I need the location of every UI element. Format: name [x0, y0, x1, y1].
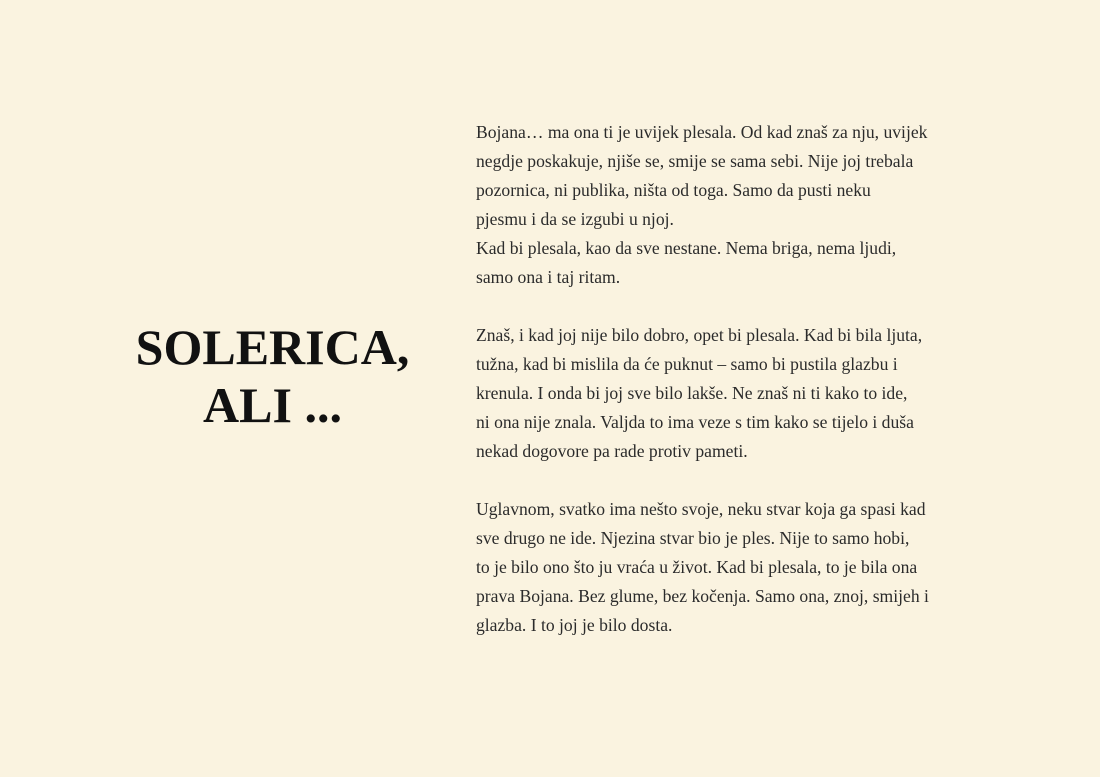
title-line-2: ALI ...	[203, 377, 342, 433]
text-line: prava Bojana. Bez glume, bez kočenja. Samo ona, znoj, smijeh i	[476, 586, 929, 606]
text-line: nekad dogovore pa rade protiv pameti.	[476, 441, 748, 461]
paragraph-3	[476, 495, 1046, 640]
text-line: sve drugo ne ide. Njezina stvar bio je ples. Nije to samo hobi,	[476, 528, 910, 548]
text-line: pozornica, ni publika, ništa od toga. Samo da pusti neku	[476, 180, 871, 200]
body-text	[476, 118, 1046, 640]
text-line: negdje poskakuje, njiše se, smije se sama sebi. Nije joj trebala	[476, 151, 914, 171]
text-line: Znaš, i kad joj nije bilo dobro, opet bi plesala. Kad bi bila ljuta,	[476, 325, 923, 345]
text-line: pjesmu i da se izgubi u njoj.	[476, 209, 674, 229]
text-line: ni ona nije znala. Valjda to ima veze s tim kako se tijelo i duša	[476, 412, 914, 432]
text-line: to je bilo ono što ju vraća u život. Kad bi plesala, to je bila ona	[476, 557, 918, 577]
text-line: krenula. I onda bi joj sve bilo lakše. Ne znaš ni ti kako to ide,	[476, 383, 908, 403]
text-line: samo ona i taj ritam.	[476, 267, 621, 287]
page-title	[100, 318, 445, 434]
paragraph-1	[476, 118, 1046, 292]
title-line-1: SOLERICA,	[135, 319, 410, 375]
text-line: Uglavnom, svatko ima nešto svoje, neku stvar koja ga spasi kad	[476, 499, 926, 519]
text-line: Kad bi plesala, kao da sve nestane. Nema briga, nema ljudi,	[476, 238, 897, 258]
paragraph-2	[476, 321, 1046, 466]
text-line: tužna, kad bi mislila da će puknut – samo bi pustila glazbu i	[476, 354, 898, 374]
text-line: Bojana… ma ona ti je uvijek plesala. Od kad znaš za nju, uvijek	[476, 122, 928, 142]
text-line: glazba. I to joj je bilo dosta.	[476, 615, 673, 635]
